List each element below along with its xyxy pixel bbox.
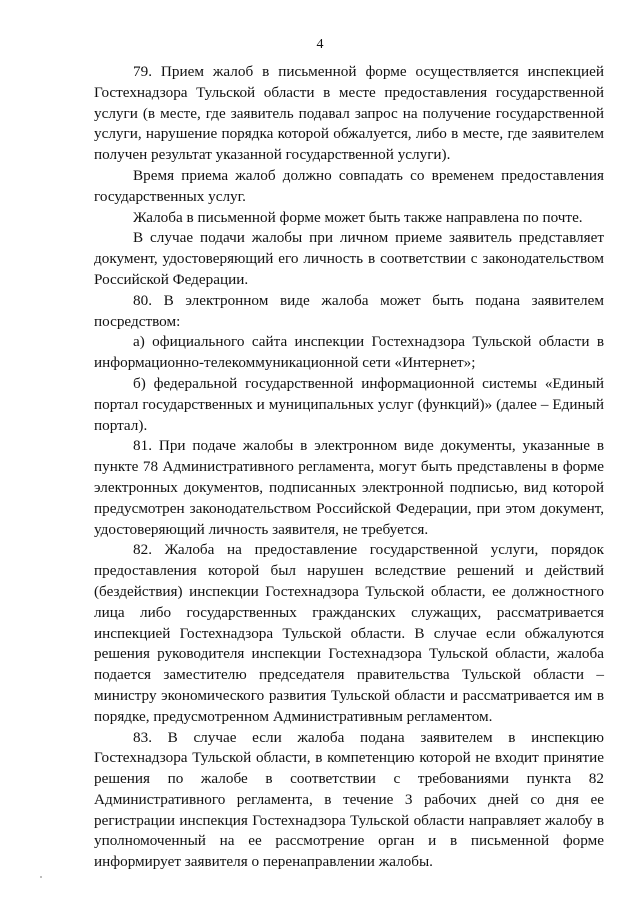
scan-artifact [40, 876, 42, 878]
paragraph-personal-reception: В случае подачи жалобы при личном приеме заявитель представляет документ, удостоверяющий его личность в соответствии с законодательством Российской Федерации. [94, 229, 604, 288]
paragraph-81: 81. При подаче жалобы в электронном виде документы, указанные в пункте 78 Административного регламента, могут быть представлены в форме электронных документов, подписанных электронной подписью, вид которой предусмотрен законодательством Российской Федерации, при этом документ, удостоверяющий личность заявителя, не требуется. [94, 437, 604, 538]
paragraph-79: 79. Прием жалоб в письменной форме осуществляется инспекцией Гостехнадзора Тульской области в месте предоставления государственной услуги (в месте, где заявитель подавал запрос на получение государственной услуги, нарушение порядка которой обжалуется, либо в месте, где заявителем получен результат указанной государственной услуги). [94, 63, 604, 164]
paragraph-83: 83. В случае если жалоба подана заявителем в инспекцию Гостехнадзора Тульской области, в компетенцию которой не входит принятие решения по жалобе в соответствии с требованиями пункта 82 Административного регламента, в течение 3 рабочих дней со дня ее регистрации инспекция Гостехнадзора Тульской области направляет жалобу в уполномоченный на ее рассмотрение орган и в письменной форме информирует заявителя о перенаправлении жалобы. [94, 728, 604, 871]
paragraph-80-item-b: б) федеральной государственной информационной системы «Единый портал государственных и муниципальных услуг (функций)» (далее – Единый портал). [94, 374, 604, 434]
paragraph-82: 82. Жалоба на предоставление государственной услуги, порядок предоставления которой был нарушен вследствие решений и действий (бездействия) инспекции Гостехнадзора Тульской области, ее должностного лица либо государственных гражданских служащих, рассматривается инспекцией Гостехнадзора Тульской области. В случае если обжалуются решения руководителя инспекции Гостехнадзора Тульской области, жалоба подается заместителю председателя правительства Тульской области – министру экономического развития Тульской области и рассматривается им в порядке, предусмотренном Административным регламентом. [94, 541, 604, 725]
paragraph-postal-complaint: Жалоба в письменной форме может быть также направлена по почте. [133, 208, 583, 226]
paragraph-80-item-a: а) официального сайта инспекции Гостехнадзора Тульской области в информационно-телекоммуникационной сети «Интернет»; [94, 333, 604, 372]
page-number: 4 [316, 37, 324, 52]
paragraph-reception-time: Время приема жалоб должно совпадать со временем предоставления государственных услуг. [94, 166, 604, 205]
document-body [94, 62, 604, 873]
paragraph-80: 80. В электронном виде жалоба может быть подана заявителем посредством: [94, 291, 604, 330]
